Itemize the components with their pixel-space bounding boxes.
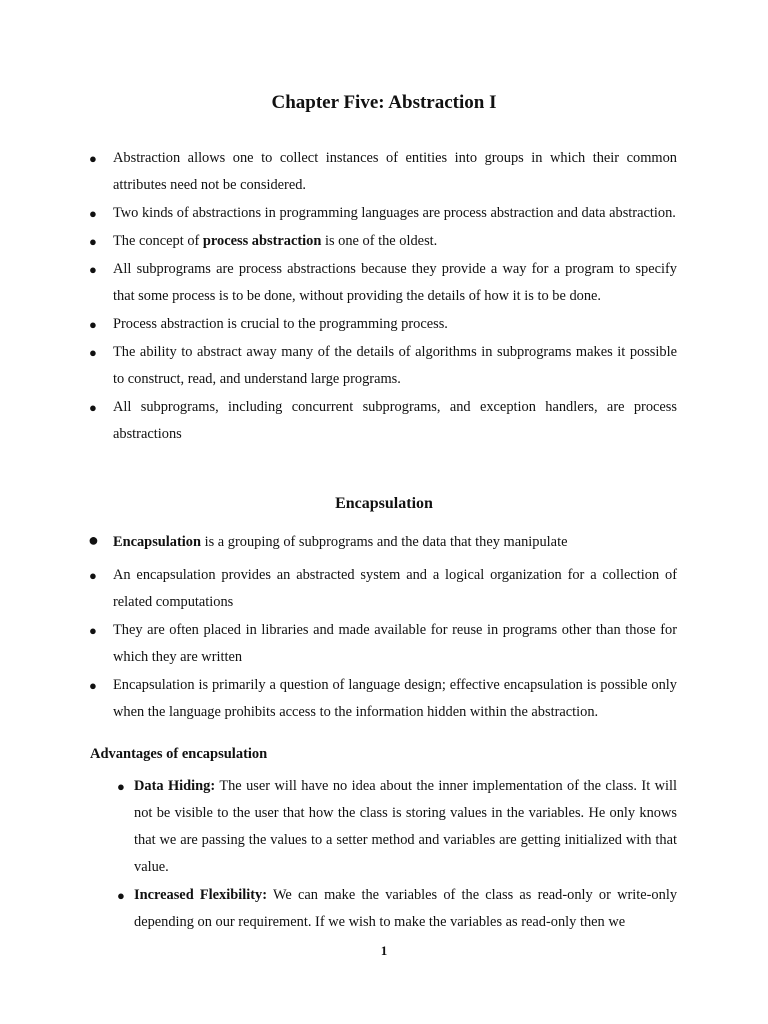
list-item-text-pre: The concept of [113,233,203,249]
list-item-text: An encapsulation provides an abstracted system and a logical organization for a collection of related computations [113,567,677,610]
list-item [89,311,677,338]
advantages-heading: Advantages of encapsulation [90,746,268,762]
abstraction-bullet-list [89,145,677,449]
list-item-text: Abstraction allows one to collect instances of entities into groups in which their common attributes need not be considered. [113,150,677,193]
bullet-icon: ● [89,568,97,583]
list-item [89,394,677,448]
list-item-text-post: is a grouping of subprograms and the data that they manipulate [200,534,568,550]
bullet-icon: ● [117,888,125,903]
list-item-text: All subprograms are process abstractions because they provide a way for a program to specify that some process is to be done, without providing the details of how it is to be done. [113,261,677,304]
page-number: 1 [380,943,388,958]
list-item-text-post: The user will have no idea about the inner implementation of the class. It will not be visible to the user that how the class is storing values in the variables. He only knows that we are passing the values to a setter method and variables are getting initialized with that value. [134,778,677,875]
list-item-text: Two kinds of abstractions in programming languages are process abstraction and data abstraction. [113,205,676,221]
bullet-icon: ● [89,678,97,693]
bullet-icon: ● [89,400,97,415]
list-item [89,562,677,616]
list-item [89,256,677,310]
list-item-text-post: We can make the variables of the class as read-only or write-only depending on our requirement. If we wish to make the variables as read-only then we [134,887,678,930]
bullet-icon: ● [89,345,97,360]
advantages-bullet-list [117,773,678,937]
list-item-text: Encapsulation is primarily a question of language design; effective encapsulation is possible only when the language prohibits access to the information hidden within the abstraction. [113,677,677,720]
list-item [89,617,677,671]
list-item-text: Process abstraction is crucial to the programming process. [113,316,448,332]
bullet-icon: ● [89,151,97,166]
bullet-icon: ● [89,623,97,638]
encapsulation-bullet-list [88,529,677,727]
list-item-text: They are often placed in libraries and made available for reuse in programs other than those for which they are written [113,622,677,665]
bullet-icon: ● [89,234,97,249]
list-item [88,529,677,556]
list-item [89,200,677,227]
list-item-bold-term: Encapsulation [113,534,201,550]
list-item [89,339,677,393]
list-item [117,773,677,881]
bullet-icon: ● [89,317,97,332]
list-item [117,882,678,936]
bullet-icon: ● [89,206,97,221]
bullet-icon: ● [89,262,97,277]
section-title-encapsulation: Encapsulation [335,495,433,512]
list-item-text: All subprograms, including concurrent subprograms, and exception handlers, are process abstractions [113,399,677,442]
list-item-bold-term: process abstraction [202,233,322,249]
list-item-text: The ability to abstract away many of the details of algorithms in subprograms makes it possible to construct, read, and understand large programs. [113,344,677,387]
list-item-bold-term: Data Hiding: [134,778,216,794]
list-item [89,228,677,255]
bullet-icon: ● [88,530,99,550]
bullet-icon: ● [117,779,125,794]
list-item-text-post: is one of the oldest. [321,233,438,249]
list-item-bold-term: Increased Flexibility: [134,887,268,903]
list-item [89,672,677,726]
list-item [89,145,677,199]
chapter-title: Chapter Five: Abstraction I [271,92,497,113]
